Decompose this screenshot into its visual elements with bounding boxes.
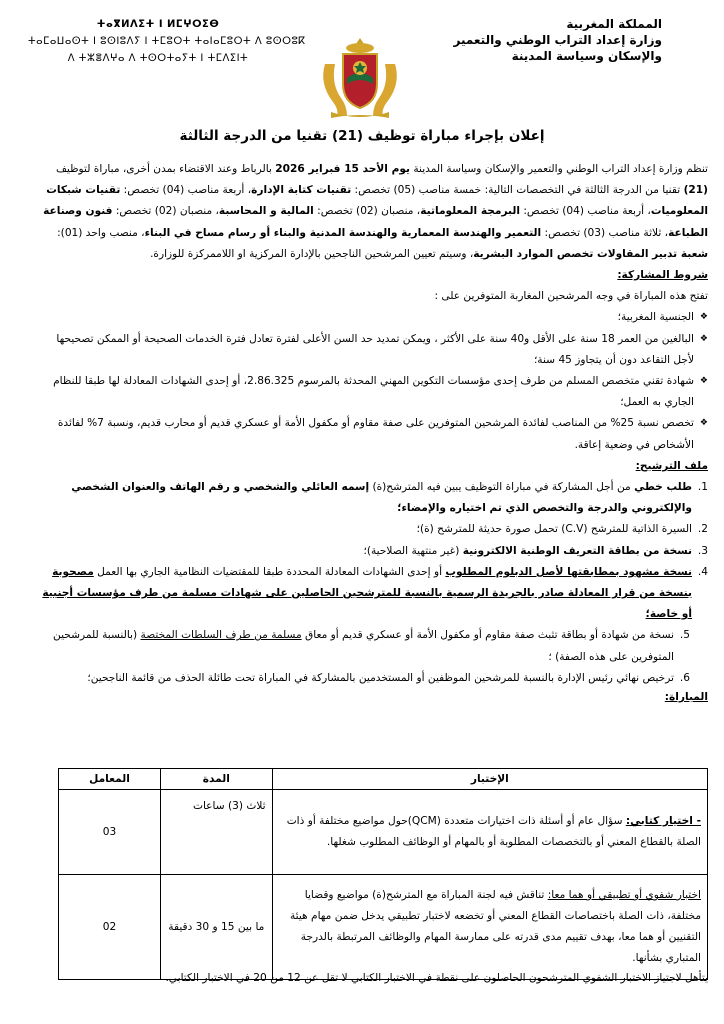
specialty-name: المالية و المحاسبة bbox=[218, 205, 314, 218]
dossier-list bbox=[36, 477, 708, 689]
item-text: أو إحدى الشهادات المعادلة المحددة طبقا للمقتضيات النظامية الجاري بها العمل bbox=[93, 565, 446, 578]
intro-text: تنظم وزارة إعداد التراب الوطني والتعمير والإسكان وسياسة المدينة bbox=[409, 163, 708, 175]
item-text: ترخيص نهائي رئيس الإدارة بالنسبة للمرشحين الموظفين أو المستخدمين بالمشاركة في المباراة تحت طائلة الحذف من قائمة الناجحين؛ bbox=[87, 671, 674, 684]
item-number: 5. bbox=[679, 629, 690, 642]
document-body bbox=[36, 159, 708, 705]
specialty-name: فنون وصناعة الطباعة bbox=[43, 205, 708, 239]
header-tf-line: ⴷ ⵜⵣⴻⴷⵖⴰ ⴷ ⵜⵙⵔⵜⴰⵢⵜ ⵏ ⵜⵎⴷⵉⵏⵜ bbox=[67, 53, 249, 64]
exam-desc: تناقش فيه لجنة المباراة مع المترشح(ة) مواضيع وقضايا مختلفة، ذات الصلة باختصاصات القطاع المعني أو تخضعه لاختبار تطبيقي يدخل ضمن مهام هيئة التقنيين أو هما معا، بهدف تقييم مدى قدرته على ممارسة المهام والوظائف المرتبطة بالدرجة المتباري بشأنها. bbox=[289, 889, 701, 964]
item-number: 3. bbox=[697, 544, 708, 557]
conditions-list bbox=[36, 307, 708, 455]
specialty-name: تقنيات شبكات المعلوميات bbox=[46, 184, 708, 218]
conditions-lead: تفتح هذه المباراة في وجه المرشحين المغاربة المتوفرين على : bbox=[434, 290, 708, 303]
exam-label: اختبار شفوي أو تطبيقي أو هما معا: bbox=[547, 889, 701, 901]
announcement-title: إعلان بإجراء مباراة توظيف (21) تقنيا من الدرجة الثالثة bbox=[179, 128, 545, 144]
item-text: السيرة الذاتية للمترشح (C.V) تحمل صورة حديثة للمترشح (ة)؛ bbox=[416, 523, 692, 536]
item-text: من أجل المشاركة في مباراة التوظيف يبين فيه المترشح(ة) bbox=[369, 481, 635, 494]
intro-text: ، ثلاثة مناصب (03) تخصص: bbox=[541, 226, 669, 239]
item-bold: إسمه العائلي والشخصي و رقم الهاتف والعنوان الشخصي والإلكتروني والدرجة والتخصص الذي تم اختياره والإمضاء؛ bbox=[71, 481, 692, 515]
coat-of-arms-emblem bbox=[313, 34, 407, 120]
footer-note: يتأهل لاجتياز الاختبار الشفوي المترشحون الحاصلون على نقطة في الاختبار الكتابي لا تقل عن 12 من 20 في الاختبار الكتابي. bbox=[165, 972, 708, 984]
intro-text: تقنيا من الدرجة الثالثة في التخصصات التالية: خمسة مناصب (05) تخصص: bbox=[351, 184, 684, 197]
item-text: نسخة من شهادة أو بطاقة تثبث صفة مقاوم أو مكفول الأمة أو عسكري قديم أو معاق bbox=[301, 629, 674, 642]
table-header-row bbox=[59, 769, 708, 790]
item-bold: مصحوبة بنسخة من قرار المعادلة صادر بالجريدة الرسمية بالنسبة للمترشحين الحاصلين على شهادات مسلمة من طرف مؤسسات أجنبية أو خاصة؛ bbox=[42, 565, 692, 621]
dossier-item bbox=[36, 668, 708, 689]
positions-count: (21) bbox=[683, 184, 708, 197]
column-header-coef: المعامل bbox=[59, 769, 161, 790]
intro-text: ، منصبان (02) تخصص: bbox=[313, 205, 421, 218]
item-number: 6. bbox=[679, 671, 690, 684]
table-row bbox=[59, 790, 708, 875]
conditions-heading: شروط المشاركة: bbox=[617, 269, 708, 282]
intro-text: ، أربعة مناصب (04) تخصص: bbox=[120, 184, 252, 197]
contest-heading: المباراة: bbox=[664, 691, 708, 704]
header-ar-line: والإسكان وسياسة المدينة bbox=[511, 49, 662, 63]
condition-item: ❖ البالغين من العمر 18 سنة على الأقل و40 سنة على الأكثر ، ويمكن تمديد حد السن الأعلى لفترة تعادل فترة الخدمات الصحيحة أو الممكن تصحيحها لأجل التقاعد دون أن يتجاوز 45 سنة؛ bbox=[36, 329, 708, 371]
dossier-item bbox=[36, 562, 708, 626]
intro-text: ، أربعة مناصب (04) تخصص: bbox=[520, 205, 651, 218]
coef-cell: 02 bbox=[59, 875, 161, 980]
item-underlined: مسلمة من طرف السلطات المختصة bbox=[140, 629, 302, 642]
specialty-name: تقنيات كتابة الإدارة bbox=[251, 184, 352, 197]
specialty-name: التعمير والهندسة المعمارية والهندسة المدنية والبناء أو رسام مساح في البناء bbox=[144, 226, 542, 239]
exam-cell bbox=[272, 875, 707, 980]
item-text: (غير منتهية الصلاحية)؛ bbox=[363, 544, 463, 557]
intro-text: ، منصبان (02) تخصص: bbox=[112, 205, 219, 218]
coef-cell: 03 bbox=[59, 790, 161, 875]
item-bold: نسخة من بطاقة التعريف الوطنية الالكترونية bbox=[462, 544, 692, 557]
item-text: (بالنسبة للمرشحين المتوفرين على هذه الصفة) ؛ bbox=[53, 629, 674, 663]
item-number: 4. bbox=[697, 565, 708, 578]
intro-paragraph bbox=[36, 159, 708, 265]
header-arabic bbox=[402, 16, 662, 64]
condition-item: ❖ الجنسية المغربية؛ bbox=[36, 307, 708, 328]
exam-desc: سؤال عام أو أسئلة ذات اختيارات متعددة (QCM)حول مواضيع مختلفة أو ذات الصلة بالقطاع المعني أو بالتخصصات المطلوبة أو بالمهام أو الوظائف المطلوب شغلها. bbox=[286, 815, 701, 848]
dossier-item bbox=[36, 519, 708, 540]
item-number: 1. bbox=[697, 481, 708, 494]
dossier-item bbox=[36, 541, 708, 562]
item-bold: نسخة مشهود بمطابقتها لأصل الدبلوم المطلوب bbox=[445, 565, 692, 578]
condition-item: ❖ شهادة تقني متخصص المسلم من طرف إحدى مؤسسات التكوين المهني المحدثة بالمرسوم 2.86.325، أو إحدى الشهادات المعادلة لها طبقا للنظام الجاري به العمل؛ bbox=[36, 371, 708, 413]
intro-text: ، وسيتم تعيين المرشحين الناجحين بالإدارة المركزية او اللاممركزة للوزارة. bbox=[150, 247, 474, 260]
duration-cell: ثلاث (3) ساعات bbox=[161, 790, 273, 875]
dossier-item bbox=[36, 477, 708, 519]
header-tf-line: ⵜⴰⴳⵍⴷⵉⵜ ⵏ ⵍⵎⵖⵔⵉⴱ bbox=[96, 19, 220, 30]
intro-text: بالرباط وعند الاقتضاء بمدن أخرى، مباراة لتوظيف bbox=[55, 163, 276, 175]
table-row bbox=[59, 875, 708, 980]
dossier-item bbox=[36, 625, 708, 667]
duration-cell: ما بين 15 و 30 دقيقة bbox=[161, 875, 273, 980]
contest-date: يوم الأحد 15 فبراير 2026 bbox=[275, 163, 410, 175]
column-header-duration: المدة bbox=[161, 769, 273, 790]
specialty-name: شعبة تدبير المقاولات تخصص الموارد البشرية bbox=[473, 247, 708, 260]
specialty-name: البرمجة المعلوماتية bbox=[420, 205, 520, 218]
condition-item: ❖ تخصص نسبة 25% من المناصب لفائدة المرشحين المتوفرين على صفة مقاوم أو مكفول الأمة أو عسكري قديم أو محارب قديم، ونسبة 7% لفائدة الأشخاص في وضعية إعاقة. bbox=[36, 413, 708, 455]
header-ar-line: وزارة إعداد التراب الوطني والتعمير bbox=[453, 33, 662, 47]
intro-text: ، منصب واحد (01): bbox=[57, 226, 145, 239]
header-ar-line: المملكة المغربية bbox=[566, 17, 662, 31]
header-tf-line: ⵜⴰⵎⴰⵡⴰⵙⵜ ⵏ ⵓⵙⵏⵓⴷⵢ ⵏ ⵜⵎⵓⵔⵜ ⵜⴰⵏⴰⵎⵓⵔⵜ ⴷ ⵓⵙⵔⵓⴽ bbox=[28, 36, 306, 47]
dossier-heading: ملف الترشيح: bbox=[635, 459, 708, 472]
item-bold: طلب خطي bbox=[634, 481, 692, 494]
header-tifinagh bbox=[28, 16, 306, 67]
item-number: 2. bbox=[697, 523, 708, 536]
exam-table bbox=[58, 768, 708, 980]
column-header-exam: الإختبار bbox=[272, 769, 707, 790]
exam-cell bbox=[272, 790, 707, 875]
exam-label: - اختيار كتابي: bbox=[625, 815, 701, 827]
